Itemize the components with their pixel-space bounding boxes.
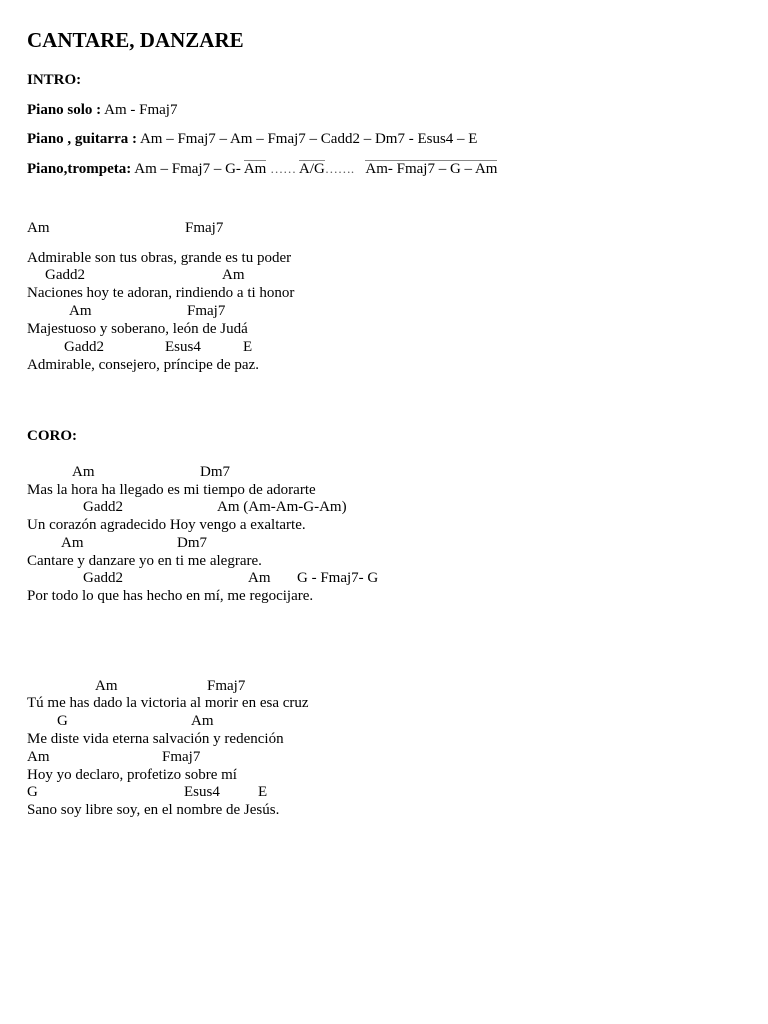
piano-trompeta-chords-a: Am – Fmaj7 – G- [134,161,241,177]
chord: Am [72,464,95,480]
intro-piano-guitarra [27,131,477,148]
song-title: CANTARE, DANZARE [27,28,244,52]
chord: Esus4 [184,784,220,800]
chord: Esus4 [165,339,201,355]
piano-trompeta-label: Piano,trompeta: [27,161,132,177]
lyric-line: Sano soy libre soy, en el nombre de Jesús. [27,802,280,818]
chord: Am [61,535,84,551]
chord: Gadd2 [83,570,123,586]
intro-piano-trompeta [27,160,497,178]
piano-solo-chords: Am - Fmaj7 [104,102,178,118]
chord: Fmaj7 [187,303,226,319]
chord: Fmaj7 [162,749,201,765]
lyric-line: Admirable, consejero, príncipe de paz. [27,357,259,373]
chord: Am [248,570,271,586]
chord: Fmaj7 [185,220,224,236]
chord: Am (Am-Am-G-Am) [217,499,347,515]
lyric-line: Mas la hora ha llegado es mi tiempo de adorarte [27,482,316,498]
chord: E [258,784,268,800]
chord: Am [69,303,92,319]
piano-guitarra-label: Piano , guitarra : [27,131,137,147]
lyric-line: Por todo lo que has hecho en mí, me regocijare. [27,588,314,604]
piano-trompeta-chords-b: Am- Fmaj7 – G – Am [365,161,498,177]
piano-solo-label: Piano solo : [27,102,102,118]
lyric-line: Tú me has dado la victoria al morir en esa cruz [27,695,309,711]
lyric-line: Majestuoso y soberano, león de Judá [27,321,248,337]
lyric-line: Naciones hoy te adoran, rindiendo a ti honor [27,285,295,301]
chord: Dm7 [200,464,230,480]
coro-heading: CORO: [27,428,77,444]
chord: Am [27,749,50,765]
piano-trompeta-dots-1: …… [270,161,297,176]
lyric-line: Admirable son tus obras, grande es tu poder [27,250,292,266]
piano-trompeta-ag: A/G [299,161,325,177]
lyric-line: Me diste vida eterna salvación y redención [27,731,284,747]
chord: G [57,713,68,729]
chord: Gadd2 [64,339,104,355]
chord: Am [95,678,118,694]
intro-heading: INTRO: [27,72,82,88]
chord: Gadd2 [45,267,85,283]
lyric-line: Cantare y danzare yo en ti me alegrare. [27,553,262,569]
lyric-line: Un corazón agradecido Hoy vengo a exaltarte. [27,517,306,533]
intro-piano-solo [27,102,177,119]
piano-trompeta-dots-2: ……. [324,161,355,176]
chord: G [27,784,38,800]
chord: Am [191,713,214,729]
lyric-line: Hoy yo declaro, profetizo sobre mí [27,767,237,783]
chord: G - Fmaj7- G [297,570,379,586]
chord: E [243,339,253,355]
piano-trompeta-am: Am [243,161,267,177]
song-sheet [27,0,747,1024]
chord: Gadd2 [83,499,123,515]
chord: Am [27,220,50,236]
chord: Fmaj7 [207,678,246,694]
piano-guitarra-chords: Am – Fmaj7 – Am – Fmaj7 – Cadd2 – Dm7 - Esus4 – E [139,131,478,147]
chord: Am [222,267,245,283]
chord: Dm7 [177,535,207,551]
